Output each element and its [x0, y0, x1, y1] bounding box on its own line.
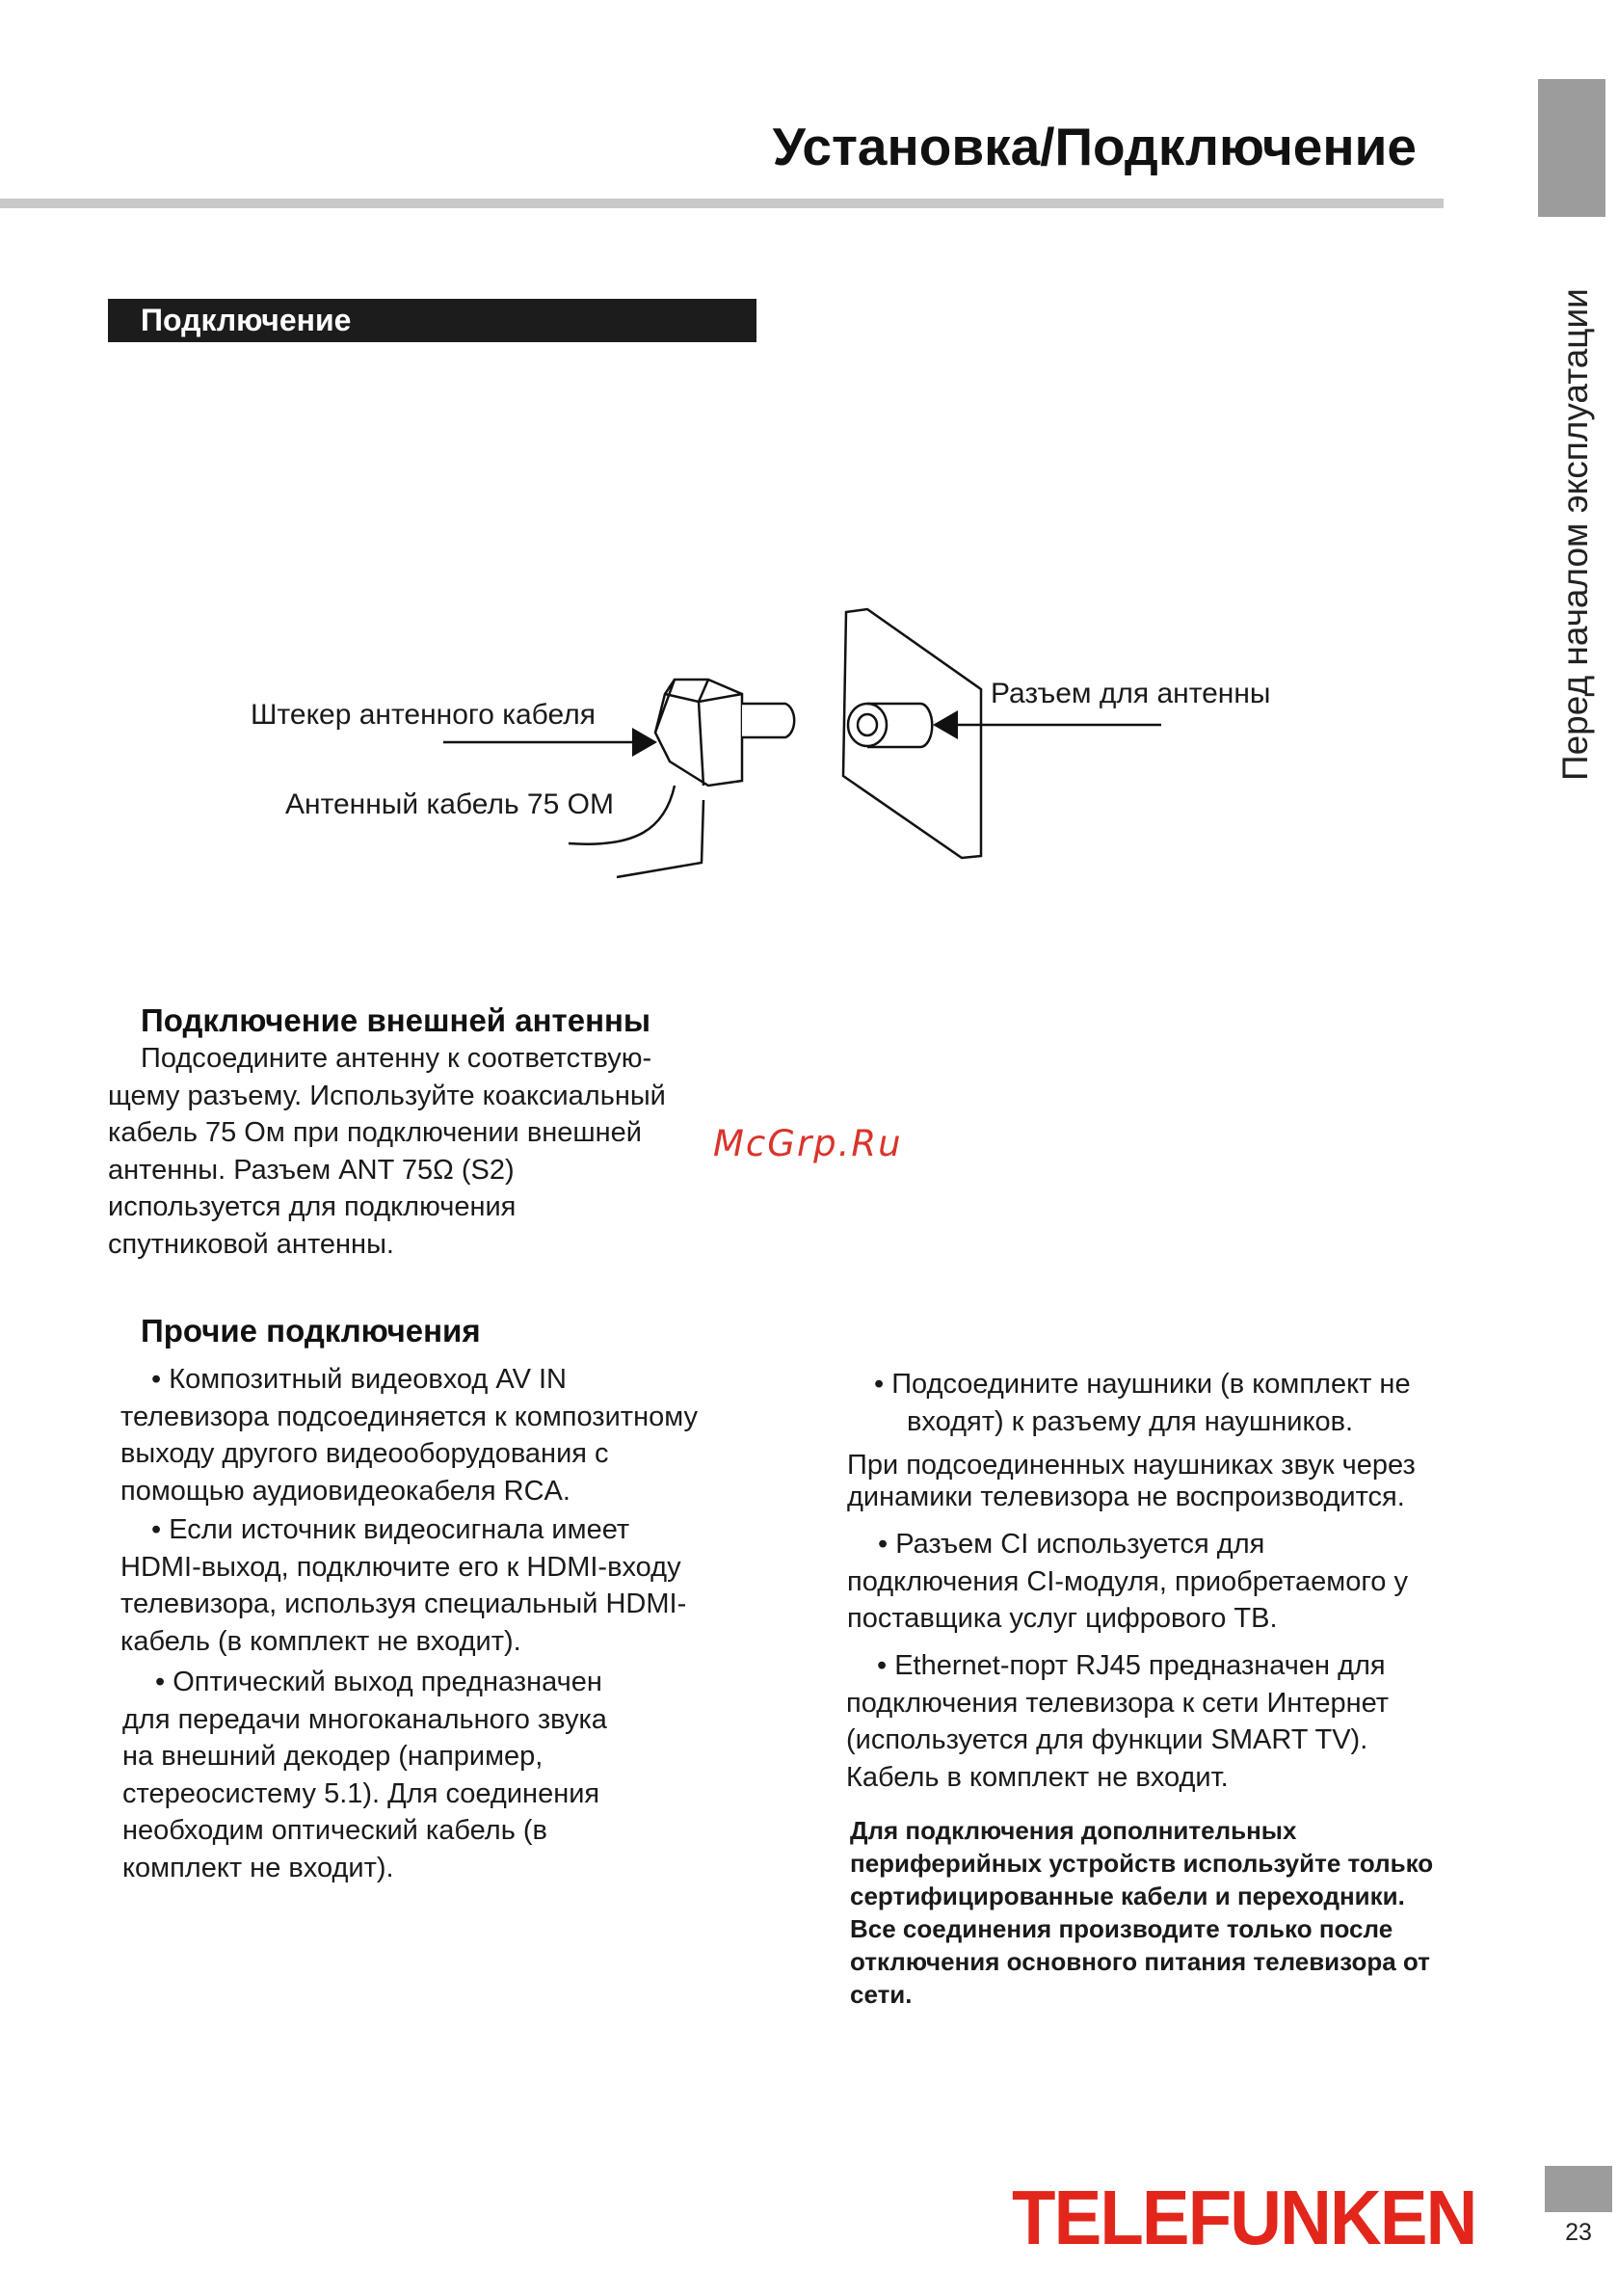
text-line: • Если источник видеосигнала имеет: [151, 1514, 630, 1545]
hdmi-paragraph: [120, 1511, 686, 1660]
page-title: Установка/Подключение: [772, 117, 1417, 176]
warning-note: [850, 1814, 1433, 2011]
text-line: используется для подключения: [108, 1191, 517, 1222]
text-line: периферийных устройств используйте только: [850, 1849, 1434, 1878]
text-line: • Разъем CI используется для: [878, 1529, 1265, 1560]
page-number-tab: [1545, 2166, 1612, 2212]
other-connections-heading: Прочие подключения: [141, 1313, 481, 1348]
text-line: кабель 75 Ом при подключении внешней: [108, 1117, 642, 1148]
text-line: необходим оптический кабель (в: [122, 1815, 547, 1846]
text-line: спутниковой антенны.: [108, 1228, 394, 1260]
text-line: выходу другого видеооборудования с: [120, 1438, 609, 1469]
title-rule: [0, 199, 1444, 208]
text-line: подключения CI-модуля, приобретаемого у: [847, 1565, 1408, 1597]
text-line: поставщика услуг цифрового ТВ.: [847, 1603, 1278, 1634]
text-line: сети.: [850, 1980, 913, 2009]
section-title-bar: Подключение: [108, 299, 756, 342]
text-line: комплект не входит).: [122, 1852, 394, 1883]
text-line: помощью аудиовидеокабеля RCA.: [120, 1475, 570, 1507]
text-line: Подсоедините антенну к соответствую-: [141, 1043, 652, 1074]
text-line: отключения основного питания телевизора от: [850, 1947, 1430, 1976]
ci-paragraph: [847, 1526, 1408, 1638]
text-line: телевизора подсоединяется к композитному: [120, 1401, 698, 1432]
text-line: • Композитный видеовход AV IN: [151, 1364, 567, 1395]
text-line: • Оптический выход предназначен: [155, 1667, 602, 1697]
text-line: подключения телевизора к сети Интернет: [846, 1687, 1390, 1719]
composite-paragraph: [120, 1361, 698, 1509]
text-line: динамики телевизора не воспроизводится.: [847, 1482, 1405, 1512]
text-line: антенны. Разъем ANT 75Ω (S2): [108, 1154, 515, 1186]
ethernet-paragraph: [846, 1647, 1389, 1796]
text-line: Кабель в комплект не входит.: [846, 1761, 1229, 1793]
text-line: на внешний декодер (например,: [122, 1741, 544, 1772]
external-antenna-heading: Подключение внешней антенны: [141, 1002, 651, 1038]
text-line: для передачи многоканального звука: [122, 1703, 607, 1735]
external-antenna-text: [108, 1040, 666, 1263]
text-line: • Подсоедините наушники (в комплект не: [874, 1369, 1411, 1400]
optical-paragraph: [122, 1664, 607, 1886]
text-line: (используется для функции SMART TV).: [846, 1724, 1368, 1755]
headphones-paragraph: [874, 1366, 1411, 1440]
side-tab-marker: [1538, 79, 1605, 217]
text-line: сертифицированные кабели и переходники.: [850, 1882, 1405, 1910]
side-section-label: Перед началом эксплуатации: [1555, 288, 1595, 781]
text-line: входят) к разъему для наушников.: [907, 1405, 1354, 1437]
text-line: HDMI-выход, подключите его к HDMI-входу: [120, 1551, 681, 1583]
text-line: • Ethernet-порт RJ45 предназначен для: [877, 1650, 1386, 1681]
socket-label: Разъем для антенны: [991, 678, 1271, 709]
headphones-note: [847, 1450, 1416, 1513]
text-line: щему разъему. Используйте коаксиальный: [108, 1080, 666, 1111]
text-line: Для подключения дополнительных: [850, 1816, 1297, 1845]
watermark: McGrp.Ru: [713, 1123, 903, 1164]
text-line: Все соединения производите только после: [850, 1914, 1393, 1943]
antenna-connection-diagram: [0, 578, 1618, 925]
plug-label: Штекер антенного кабеля: [251, 699, 596, 731]
text-line: кабель (в комплект не входит).: [120, 1625, 521, 1657]
page-number: 23: [1565, 2219, 1592, 2246]
brand-logo: TELEFUNKEN: [1012, 2175, 1476, 2260]
plug-arrow-head: [632, 728, 657, 757]
cable-label: Антенный кабель 75 ОМ: [285, 788, 614, 820]
text-line: телевизора, используя специальный HDMI-: [120, 1589, 687, 1619]
plug-pin: [742, 704, 794, 737]
text-line: стереосистему 5.1). Для соединения: [122, 1777, 600, 1809]
text-line: При подсоединенных наушниках звук через: [847, 1450, 1416, 1481]
